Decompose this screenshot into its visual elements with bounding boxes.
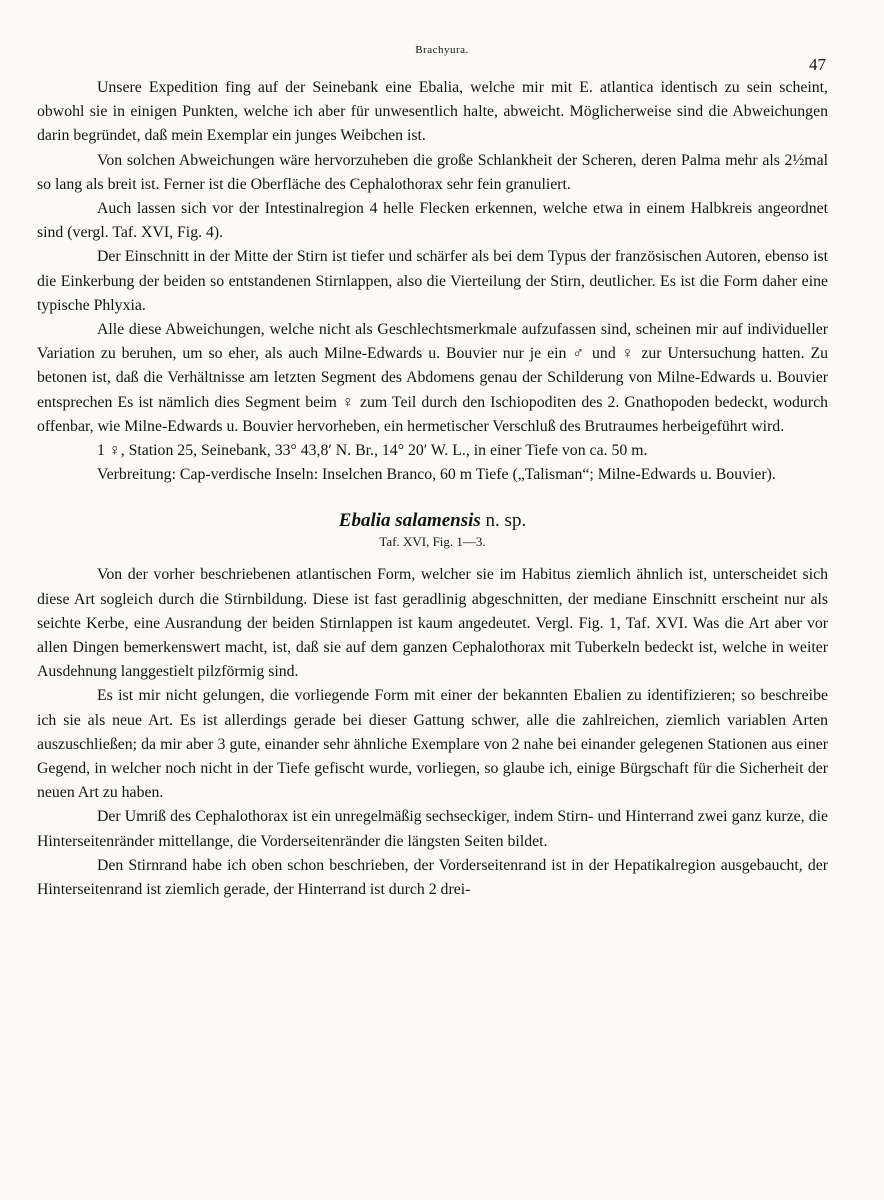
paragraph: Auch lassen sich vor der Intestinalregion 4 helle Flecken erkennen, welche etwa in einem Halbkreis angeordnet sind (vergl. Taf. XVI, Fig. 4).	[37, 200, 828, 242]
paragraph: Verbreitung: Cap-verdische Inseln: Inselchen Branco, 60 m Tiefe („Talisman“; Milne-Edwards u. Bouvier).	[97, 466, 776, 484]
plate-reference: Taf. XVI, Fig. 1—3.	[379, 534, 486, 550]
species-name: Ebalia salamensis	[338, 510, 481, 532]
paragraph: 1 ♀, Station 25, Seinebank, 33° 43,8′ N. Br., 14° 20′ W. L., in einer Tiefe von ca. 50 m.	[97, 442, 648, 460]
section-heading	[37, 509, 828, 533]
page-number: 47	[809, 55, 826, 74]
paragraph: Den Stirnrand habe ich oben schon beschrieben, der Vorderseitenrand ist in der Hepatikalregion ausgebaucht, der Hinterseitenrand ist ziemlich gerade, der Hinterrand ist durch 2 drei-	[37, 856, 828, 899]
paragraph: Der Einschnitt in der Mitte der Stirn ist tiefer und schärfer als bei dem Typus der französischen Autoren, ebenso ist die Einkerbung der beiden so entstandenen Stirnlappen, also die Vierteilung der Stirn, deutlicher. Es ist die Form daher eine typische Phlyxia.	[37, 248, 828, 314]
body-text	[37, 76, 828, 902]
species-suffix: n. sp.	[485, 510, 527, 532]
paragraph: Der Umriß des Cephalothorax ist ein unregelmäßig sechseckiger, indem Stirn- und Hinterrand zwei ganz kurze, die Hinterseitenränder mittellange, die Vorderseitenränder die längsten Seiten bildet.	[37, 808, 828, 850]
paragraph: Von solchen Abweichungen wäre hervorzuheben die große Schlankheit der Scheren, deren Palma mehr als 2½mal so lang als breit ist. Ferner ist die Oberfläche des Cephalothorax sehr fein granuliert.	[37, 151, 828, 193]
running-head: Brachyura.	[415, 44, 469, 56]
paragraph: Es ist mir nicht gelungen, die vorliegende Form mit einer der bekannten Ebalien zu identifizieren; so beschreibe ich sie als neue Art. Es ist allerdings gerade bei dieser Gattung schwer, alle die zahlreichen, ziemlich variablen Arten auszuschließen; da mir aber 3 gute, einander sehr ähnliche Exemplare von 2 nahe bei einander gelegenen Stationen aus einer Gegend, in welcher noch nicht in der Tiefe gefischt wurde, vorliegen, so glaube ich, einige Bürgschaft für die Sicherheit der neuen Art zu haben.	[37, 687, 828, 802]
paragraph: Alle diese Abweichungen, welche nicht als Geschlechtsmerkmale aufzufassen sind, scheinen mir auf individueller Variation zu beruhen, um so eher, als auch Milne-Edwards u. Bouvier nur je ein ♂ und ♀ zur Untersuchung hatten. Zu betonen ist, daß die Verhältnisse am letzten Segment des Abdomens genau der Schilderung von Milne-Edwards u. Bouvier entsprechen Es ist nämlich dies Segment beim ♀ zum Teil durch den Ischiopoditen des 2. Gnathopoden bedeckt, wodurch offenbar, wie Milne-Edwards u. Bouvier hervorheben, ein hermetischer Verschluß des Brutraumes herbeigeführt wird.	[37, 321, 828, 435]
paragraph: Unsere Expedition fing auf der Seinebank eine Ebalia, welche mir mit E. atlantica identisch zu sein scheint, obwohl sie in einigen Punkten, welche ich aber für unwesentlich halte, abweicht. Möglicherweise sind die Abweichungen darin begründet, daß mein Exemplar ein junges Weibchen ist.	[37, 79, 828, 145]
paragraph: Von der vorher beschriebenen atlantischen Form, welcher sie im Habitus ziemlich ähnlich ist, unterscheidet sich diese Art sogleich durch die Stirnbildung. Diese ist fast geradlinig abgeschnitten, der mediane Einschnitt erscheint nur als seichte Kerbe, eine Ausrandung der beiden Stirnlappen ist kaum angedeutet. Vergl. Fig. 1, Taf. XVI. Was die Art aber vor allen Dingen bemerkenswert macht, ist, daß sie auf dem ganzen Cephalothorax mit Tuberkeln bedeckt ist, welche in weiter Ausdehnung langgestielt pilzförmig sind.	[37, 566, 828, 681]
